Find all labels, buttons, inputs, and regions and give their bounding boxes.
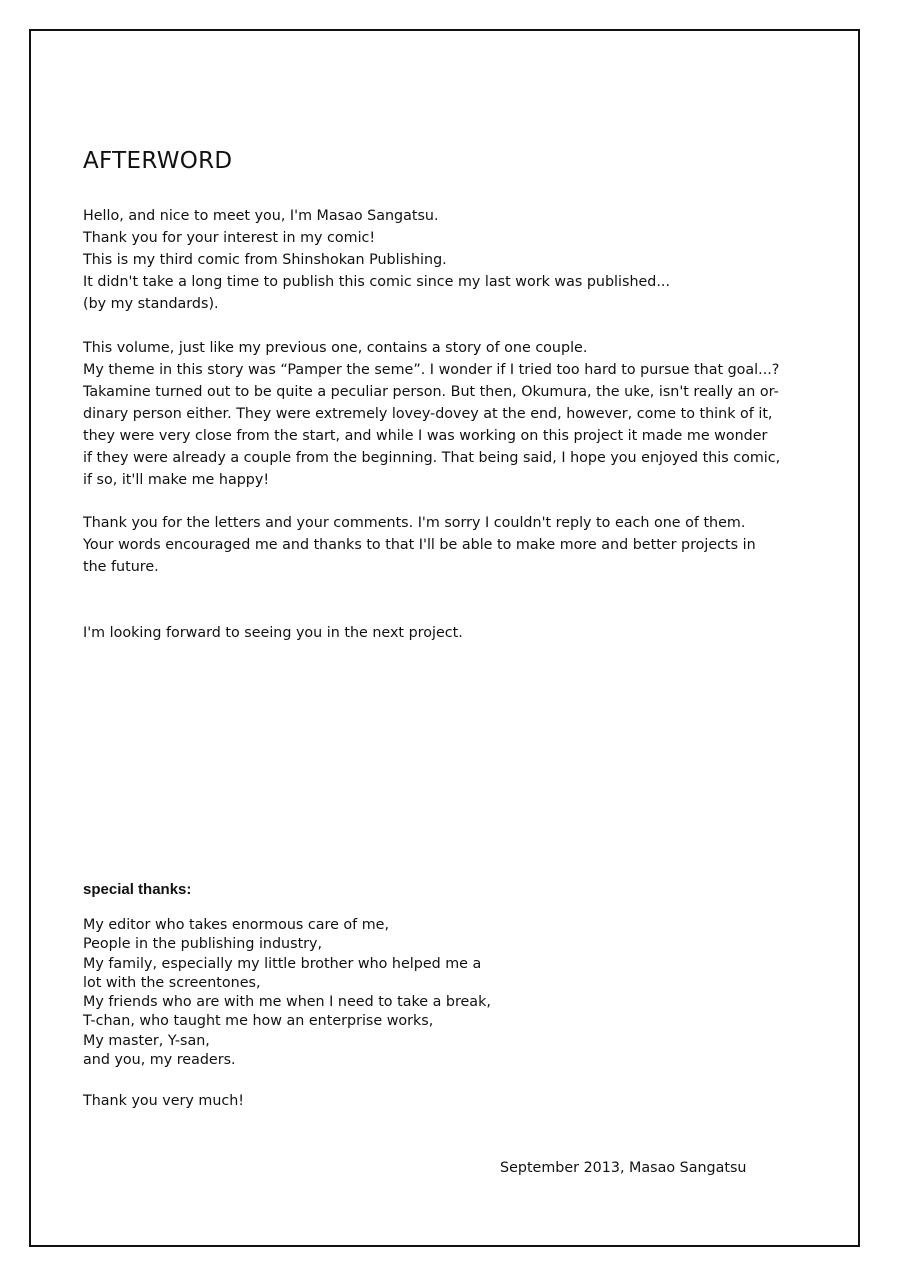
closing-line: I'm looking forward to seeing you in the next project. [83, 625, 463, 641]
intro-line: This is my third comic from Shinshokan Publishing. [83, 252, 447, 268]
letters-line: the future. [83, 559, 159, 575]
story-line: if so, it'll make me happy! [83, 472, 270, 488]
story-line: This volume, just like my previous one, contains a story of one couple. [83, 340, 588, 356]
story-line: they were very close from the start, and while I was working on this project it made me wonder [83, 428, 768, 444]
intro-line: It didn't take a long time to publish this comic since my last work was published... [83, 274, 671, 290]
intro-line: Thank you for your interest in my comic! [83, 230, 376, 246]
special-thanks-heading: special thanks: [83, 881, 192, 898]
story-paragraph [83, 337, 813, 491]
signature: September 2013, Masao Sangatsu [500, 1160, 747, 1176]
letters-line: Your words encouraged me and thanks to that I'll be able to make more and better projects in [83, 537, 756, 553]
closing-paragraph [83, 622, 813, 644]
story-line: My theme in this story was “Pamper the seme”. I wonder if I tried too hard to pursue that goal...? [83, 362, 780, 378]
thanks-item: People in the publishing industry, [83, 936, 323, 953]
story-line: if they were already a couple from the beginning. That being said, I hope you enjoyed this comic, [83, 450, 781, 466]
special-thanks-list [83, 916, 491, 1070]
thank-you-paragraph [83, 1090, 813, 1112]
intro-line: (by my standards). [83, 296, 219, 312]
intro-line: Hello, and nice to meet you, I'm Masao Sangatsu. [83, 208, 439, 224]
story-line: Takamine turned out to be quite a peculiar person. But then, Okumura, the uke, isn't really an or- [83, 384, 779, 400]
thanks-item: My family, especially my little brother who helped me a [83, 955, 482, 972]
thanks-item: My friends who are with me when I need to take a break, [83, 994, 491, 1011]
thank-you-line: Thank you very much! [83, 1093, 245, 1109]
thanks-item: and you, my readers. [83, 1052, 236, 1069]
letters-paragraph [83, 512, 813, 578]
thanks-item: T-chan, who taught me how an enterprise works, [83, 1013, 434, 1030]
thanks-item: My master, Y-san, [83, 1032, 210, 1049]
thanks-item: lot with the screentones, [83, 974, 261, 991]
story-line: dinary person either. They were extremely lovey-dovey at the end, however, come to think of it, [83, 406, 773, 422]
thanks-item: My editor who takes enormous care of me, [83, 917, 390, 933]
page-title: AFTERWORD [83, 148, 233, 174]
letters-line: Thank you for the letters and your comments. I'm sorry I couldn't reply to each one of them. [83, 515, 746, 531]
intro-paragraph [83, 205, 813, 315]
